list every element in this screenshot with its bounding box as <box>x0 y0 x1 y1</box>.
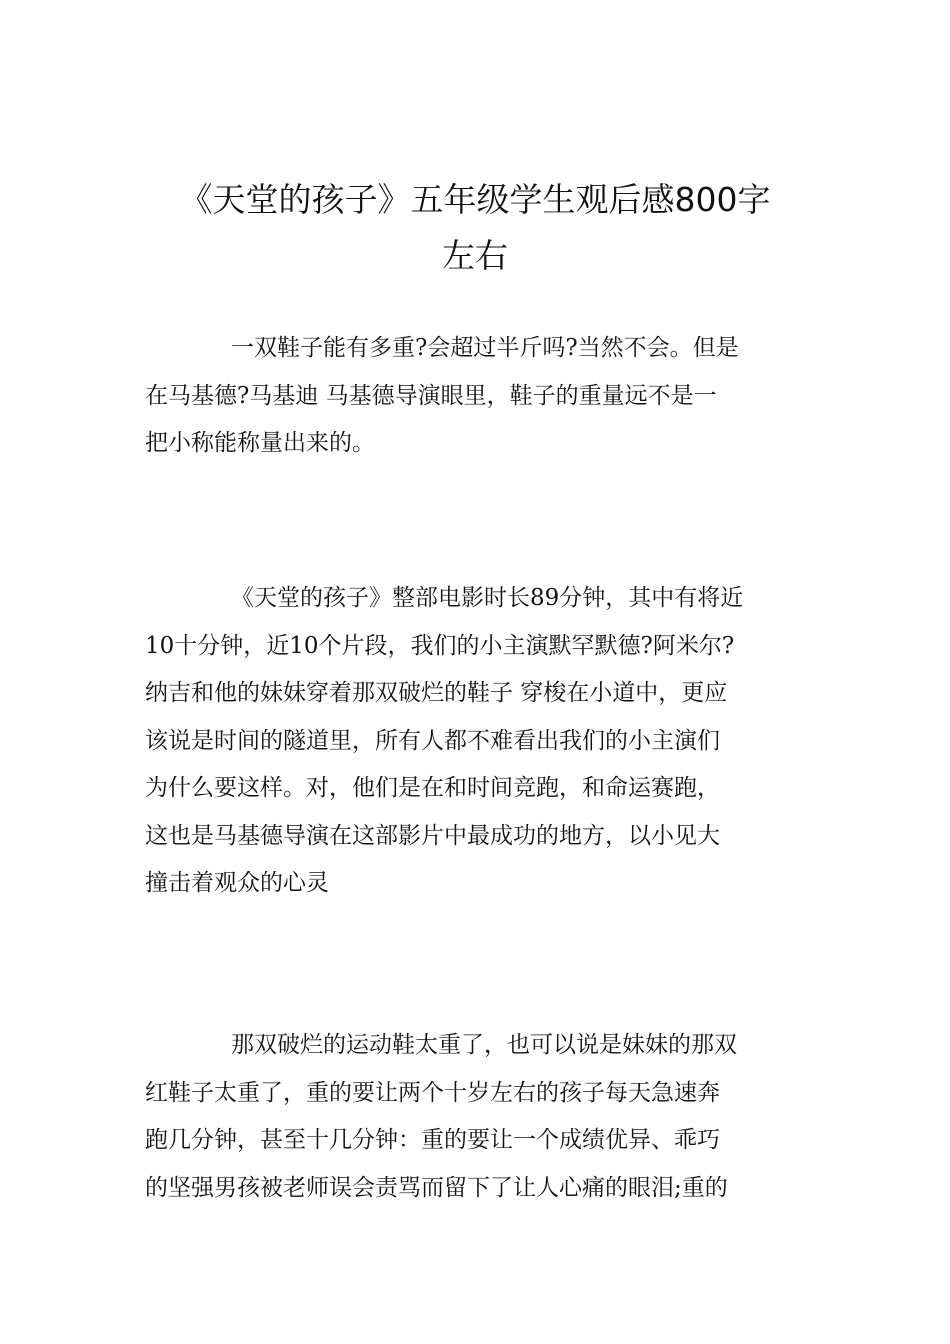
paragraph-line: 红鞋子太重了，重的要让两个十岁左右的孩子每天急速奔 <box>145 1079 720 1106</box>
paragraph-1 <box>145 325 810 468</box>
paragraph-line: 的坚强男孩被老师误会责骂而留下了让人心痛的眼泪;重的 <box>145 1174 728 1201</box>
document-title <box>100 172 850 284</box>
paragraph-line: 纳吉和他的妹妹穿着那双破烂的鞋子 穿梭在小道中，更应 <box>145 680 728 706</box>
paragraph-line: 在马基德?马基迪 马基德导演眼里，鞋子的重量远不是一 <box>145 382 717 409</box>
title-line-2: 左右 <box>442 236 508 275</box>
paragraph-line: 为什么要这样。对，他们是在和时间竞跑，和命运赛跑， <box>145 775 720 801</box>
paragraph-2 <box>145 575 810 908</box>
paragraph-line: 这也是马基德导演在这部影片中最成功的地方，以小见大 <box>145 822 720 849</box>
paragraph-line: 《天堂的孩子》整部电影时长89分钟，其中有将近 <box>231 585 744 611</box>
paragraph-line: 把小称能称量出来的。 <box>145 430 375 456</box>
title-line-1: 《天堂的孩子》五年级学生观后感800字 <box>179 180 771 219</box>
paragraph-line: 该说是时间的隧道里，所有人都不难看出我们的小主演们 <box>145 727 720 754</box>
paragraph-line: 10十分钟，近10个片段，我们的小主演默罕默德?阿米尔? <box>145 632 735 659</box>
paragraph-line: 那双破烂的运动鞋太重了，也可以说是妹妹的那双 <box>231 1032 737 1058</box>
paragraph-line: 跑几分钟，甚至十几分钟：重的要让一个成绩优异、乖巧 <box>145 1127 720 1153</box>
paragraph-line: 撞击着观众的心灵 <box>145 870 329 896</box>
paragraph-line: 一双鞋子能有多重?会超过半斤吗?当然不会。但是 <box>231 335 739 361</box>
paragraph-3 <box>145 1022 810 1212</box>
